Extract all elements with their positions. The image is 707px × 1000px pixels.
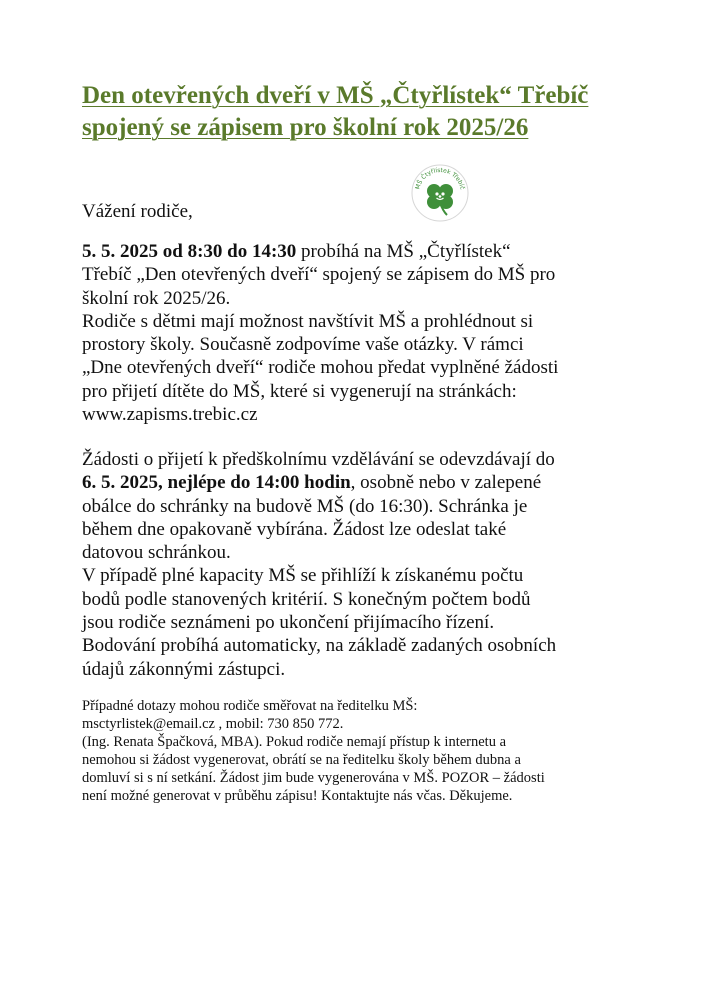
note-line: (Ing. Renata Špačková, MBA). Pokud rodiče nemají přístup k internetu a <box>82 734 507 750</box>
registration-website: www.zapisms.trebic.cz <box>82 404 258 426</box>
note-line: Případné dotazy mohou rodiče směřovat na ředitelku MŠ: <box>82 698 418 714</box>
open-day-paragraph <box>82 240 627 426</box>
paragraph-line: pro přijetí dítěte do MŠ, které si vygenerují na stránkách: <box>82 380 517 402</box>
paragraph-line: školní rok 2025/26. <box>82 287 231 309</box>
paragraph-line: jsou rodiče seznámeni po ukončení přijímacího řízení. <box>82 612 495 634</box>
paragraph-line <box>82 471 627 494</box>
paragraph-line: obálce do schránky na budově MŠ (do 16:30). Schránka je <box>82 495 528 517</box>
kindergarten-logo <box>410 163 470 223</box>
note-line: domluví si s ní setkání. Žádost jim bude vygenerována v MŠ. POZOR – žádosti <box>82 770 545 786</box>
paragraph-line: datovou schránkou. <box>82 542 231 564</box>
paragraph-line: „Dne otevřených dveří“ rodiče mohou předat vyplněné žádosti <box>82 357 559 379</box>
paragraph-line: během dne opakovaně vybírána. Žádost lze odeslat také <box>82 518 507 540</box>
logo-text: MŠ Čtyřlístek Třebíč <box>414 166 466 191</box>
deadline-date: 6. 5. 2025, nejlépe do 14:00 hodin <box>82 472 351 494</box>
note-line: není možné generovat v průběhu zápisu! Kontaktujte nás včas. Děkujeme. <box>82 788 513 804</box>
paragraph-line: V případě plné kapacity MŠ se přihlíží k získanému počtu <box>82 565 524 587</box>
paragraph-line: údajů zákonnými zástupci. <box>82 658 286 680</box>
page-title <box>82 80 642 144</box>
note-line: nemohou si žádost vygenerovat, obrátí se na ředitelku školy během dubna a <box>82 752 521 768</box>
contact-email-phone: msctyrlistek@email.cz , mobil: 730 850 772. <box>82 716 344 732</box>
paragraph-line: Bodování probíhá automaticky, na základě zadaných osobních <box>82 635 557 657</box>
title-line-2: spojený se zápisem pro školní rok 2025/26 <box>82 114 529 141</box>
paragraph-text: probíhá na MŠ „Čtyřlístek“ <box>296 241 511 262</box>
open-day-date: 5. 5. 2025 od 8:30 do 14:30 <box>82 241 297 262</box>
contact-note <box>82 697 627 805</box>
greeting: Vážení rodiče, <box>82 201 193 222</box>
title-line-1: Den otevřených dveří v MŠ „Čtyřlístek“ Třebíč <box>82 82 589 109</box>
four-leaf-clover-icon <box>410 163 470 223</box>
paragraph-line: Žádosti o přijetí k předškolnímu vzdělávání se odevzdávají do <box>82 449 555 470</box>
paragraph-line: prostory školy. Současně zodpovíme vaše otázky. V rámci <box>82 334 524 356</box>
paragraph-line <box>82 240 627 263</box>
paragraph-line: Třebíč „Den otevřených dveří“ spojený se zápisem do MŠ pro <box>82 264 556 286</box>
application-paragraph <box>82 448 627 681</box>
paragraph-line: bodů podle stanovených kritérií. S konečným počtem bodů <box>82 588 531 610</box>
paragraph-line: Rodiče s dětmi mají možnost navštívit MŠ a prohlédnout si <box>82 310 534 332</box>
paragraph-text: , osobně nebo v zalepené <box>350 472 542 494</box>
